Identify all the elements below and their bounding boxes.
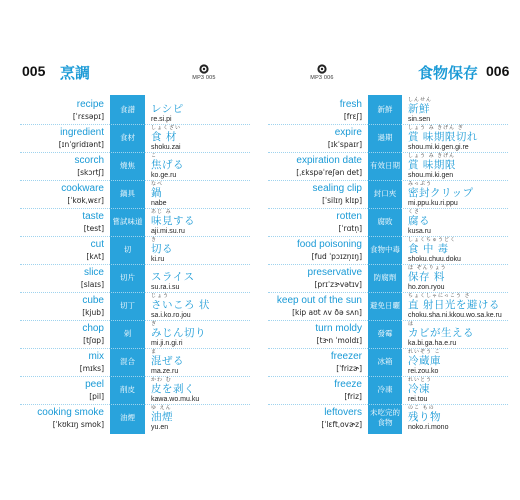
english-entry xyxy=(297,239,362,262)
chinese-meaning: 發霉 xyxy=(377,329,393,338)
furigana: しょくざい xyxy=(151,125,182,131)
english-entry xyxy=(336,211,362,234)
romaji: ho.zon.ryou xyxy=(408,284,445,291)
english-entry xyxy=(331,351,362,374)
japanese-entry xyxy=(408,349,441,377)
japanese-word: レシピ xyxy=(151,103,184,115)
english-word: food poisoning xyxy=(296,239,362,250)
furigana: き xyxy=(151,237,158,243)
furigana: ま xyxy=(151,349,158,355)
japanese-word: 新鮮 xyxy=(408,103,430,115)
english-word: preservative xyxy=(307,267,362,278)
japanese-word: 冷凍 xyxy=(408,383,430,395)
chinese-meaning: 過期 xyxy=(377,133,393,142)
english-entry xyxy=(61,183,104,206)
romaji: sa.i.ko.ro.jou xyxy=(151,312,191,319)
english-word: freeze xyxy=(334,379,362,390)
phonetic: [pil] xyxy=(89,392,104,401)
furigana: かわ む xyxy=(151,377,172,383)
japanese-word: 保存 料 xyxy=(408,271,445,283)
phonetic: [ˈrɛsəpɪ] xyxy=(72,112,104,121)
english-entry xyxy=(340,99,362,122)
romaji: su.ra.i.su xyxy=(151,284,180,291)
section-title: 食物保存 xyxy=(418,64,479,82)
romaji: rei.zou.ko xyxy=(408,368,439,375)
vocab-row xyxy=(0,404,260,436)
english-word: scorch xyxy=(74,155,104,166)
romaji: ki.ru xyxy=(151,256,165,263)
english-entry xyxy=(82,211,104,234)
japanese-entry xyxy=(151,181,167,209)
english-entry xyxy=(328,127,362,150)
japanese-entry xyxy=(408,97,432,125)
audio-disc-icon xyxy=(199,64,209,74)
japanese-entry xyxy=(408,405,448,433)
english-word: fresh xyxy=(339,99,362,110)
english-entry xyxy=(82,295,104,318)
phonetic: [ˈkʊkˌwɛr] xyxy=(67,196,104,205)
japanese-entry xyxy=(151,321,206,349)
english-entry xyxy=(308,267,362,290)
english-word: rotten xyxy=(336,211,362,222)
phonetic: [ˌɛkspəˈreʃən det] xyxy=(296,168,362,177)
japanese-word: 残り物 xyxy=(408,411,441,423)
english-word: chop xyxy=(82,323,104,334)
chinese-meaning: 防腐劑 xyxy=(373,273,397,282)
english-entry xyxy=(37,407,104,430)
romaji: nabe xyxy=(151,200,167,207)
japanese-entry xyxy=(408,265,447,293)
chinese-meaning: 新鮮 xyxy=(377,105,393,114)
japanese-entry xyxy=(408,125,478,153)
chinese-meaning: 切丁 xyxy=(120,301,135,310)
chinese-meaning: 腐敗 xyxy=(377,217,393,226)
phonetic: [kjub] xyxy=(82,308,104,317)
japanese-entry xyxy=(151,237,173,265)
romaji: rei.tou xyxy=(408,396,428,403)
chinese-meaning: 嘗試味道 xyxy=(112,217,143,226)
english-entry xyxy=(321,407,362,430)
english-entry xyxy=(59,127,104,150)
furigana: こ xyxy=(151,153,158,159)
english-word: cut xyxy=(90,239,104,250)
japanese-word: さいころ 状 xyxy=(151,299,210,311)
section-number: 006 xyxy=(486,63,510,79)
japanese-entry xyxy=(408,209,431,237)
phonetic: [skɔrtʃ] xyxy=(77,168,104,177)
japanese-word: 鍋 xyxy=(151,187,162,199)
phonetic: [slaɪs] xyxy=(80,280,104,289)
chinese-meaning: 食材 xyxy=(120,133,135,142)
furigana: みっぷう xyxy=(408,181,433,187)
phonetic: [kip aʊt ʌv ðə sʌn] xyxy=(292,308,362,317)
phonetic: [frɛʃ] xyxy=(343,112,362,121)
audio-disc-icon xyxy=(317,64,327,74)
english-entry xyxy=(81,267,104,290)
romaji: noko.ri.mono xyxy=(408,424,449,431)
japanese-entry xyxy=(408,377,432,405)
section-title: 烹調 xyxy=(60,64,91,82)
furigana: くさ xyxy=(408,209,421,215)
romaji: shou.mi.ki.gen.gi.re xyxy=(408,144,469,151)
furigana: じょう xyxy=(151,293,170,299)
english-entry xyxy=(296,155,362,178)
romaji: shou.mi.ki.gen xyxy=(408,172,454,179)
furigana: あじ み xyxy=(151,209,172,215)
phonetic: [fud ˈpɔɪzn̩ɪŋ] xyxy=(311,252,362,261)
japanese-entry xyxy=(151,265,195,293)
english-word: ingredient xyxy=(60,127,104,138)
english-entry xyxy=(334,379,362,402)
furigana: のこ もの xyxy=(408,405,435,411)
phonetic: [test] xyxy=(83,224,104,233)
furigana: なべ xyxy=(151,181,164,187)
japanese-word: 腐る xyxy=(408,215,430,227)
phonetic: [ˈfrizɚ] xyxy=(336,364,362,373)
chinese-meaning: 避免日曬 xyxy=(370,301,400,310)
phonetic: [ˈlɛftˌovɚz] xyxy=(321,420,362,429)
romaji: yu.en xyxy=(151,424,169,431)
japanese-word: 味見する xyxy=(151,215,195,227)
phonetic: [tʃɑp] xyxy=(83,336,104,345)
japanese-word: 切る xyxy=(151,243,173,255)
romaji: mi.ji.n.gi.ri xyxy=(151,340,183,347)
chinese-meaning: 削皮 xyxy=(120,385,135,394)
japanese-word: カビが生える xyxy=(408,327,474,339)
chinese-meaning: 食物中毒 xyxy=(370,245,400,254)
furigana: しょくちゅうどく xyxy=(408,237,457,243)
furigana: しんせん xyxy=(408,97,433,103)
japanese-word: みじん切り xyxy=(151,327,206,339)
japanese-entry xyxy=(408,237,461,265)
chinese-meaning: 油煙 xyxy=(120,413,135,422)
romaji: kawa.wo.mu.ku xyxy=(151,396,200,403)
right-page xyxy=(260,0,520,500)
phonetic: [kʌt] xyxy=(86,252,104,261)
english-word: peel xyxy=(85,379,104,390)
english-word: leftovers xyxy=(324,407,362,418)
chinese-meaning: 混合 xyxy=(120,357,135,366)
english-entry xyxy=(315,323,362,346)
vocab-row xyxy=(260,404,520,436)
japanese-word: 密封クリップ xyxy=(408,187,474,199)
phonetic: [prɪˈzɝvətɪv] xyxy=(314,280,362,289)
japanese-word: 賞 味期限切れ xyxy=(408,131,478,143)
japanese-entry xyxy=(151,349,184,377)
romaji: aji.mi.su.ru xyxy=(151,228,185,235)
chinese-meaning: 剁 xyxy=(123,329,132,338)
furigana: しょう み きげん ぎ xyxy=(408,125,464,131)
romaji: ko.ge.ru xyxy=(151,172,177,179)
phonetic: [ˈsilɪŋ klɪp] xyxy=(322,196,362,205)
chinese-meaning: 封口夾 xyxy=(373,189,397,198)
mp3-badge[interactable] xyxy=(184,64,224,81)
japanese-entry xyxy=(151,377,199,405)
english-word: cooking smoke xyxy=(37,407,104,418)
japanese-entry xyxy=(151,209,195,237)
romaji: re.si.pi xyxy=(151,116,172,123)
phonetic: [ˈkʊkɪŋ smok] xyxy=(52,420,104,429)
english-word: expire xyxy=(334,127,362,138)
english-word: expiration date xyxy=(296,155,362,166)
japanese-word: 焦げる xyxy=(151,159,184,171)
japanese-entry xyxy=(408,321,474,349)
english-word: cookware xyxy=(61,183,104,194)
romaji: ka.bi.ga.ha.e.ru xyxy=(408,340,457,347)
mp3-label: MP3 005 xyxy=(192,75,216,81)
japanese-entry xyxy=(151,125,181,153)
chinese-meaning: 食譜 xyxy=(120,105,135,114)
romaji: kusa.ru xyxy=(408,228,431,235)
chinese-meaning: 燒焦 xyxy=(120,161,135,170)
english-entry xyxy=(73,99,104,122)
chinese-meaning: 切片 xyxy=(120,273,135,282)
phonetic: [mɪks] xyxy=(79,364,104,373)
romaji: sin.sen xyxy=(408,116,431,123)
japanese-word: 冷蔵庫 xyxy=(408,355,441,367)
english-entry xyxy=(85,379,104,402)
japanese-word: 食 中 毒 xyxy=(408,243,449,255)
japanese-word: 直 射日光を避ける xyxy=(408,299,500,311)
furigana: れいぞう こ xyxy=(408,349,441,355)
japanese-entry xyxy=(151,293,210,321)
mp3-badge[interactable] xyxy=(302,64,342,81)
japanese-word: 皮を剥く xyxy=(151,383,195,395)
english-word: sealing clip xyxy=(312,183,362,194)
chinese-meaning: 冷凍 xyxy=(377,385,393,394)
phonetic: [friz] xyxy=(344,392,362,401)
english-word: turn moldy xyxy=(315,323,362,334)
romaji: choku.sha.ni.kkou.wo.sa.ke.ru xyxy=(408,312,502,319)
japanese-word: 食 材 xyxy=(151,131,177,143)
romaji: ma.ze.ru xyxy=(151,368,179,375)
japanese-entry xyxy=(151,97,184,125)
chinese-meaning: 冰箱 xyxy=(377,357,393,366)
english-entry xyxy=(86,239,104,262)
furigana: ちょくしゃにっこう さ xyxy=(408,293,471,299)
romaji: mi.ppu.ku.ri.ppu xyxy=(408,200,458,207)
chinese-meaning: 未吃完的食物 xyxy=(370,408,400,427)
section-number: 005 xyxy=(22,63,46,79)
japanese-word: 賞 味期限 xyxy=(408,159,456,171)
english-word: freezer xyxy=(330,351,362,362)
english-word: mix xyxy=(88,351,104,362)
furigana: ゆ えん xyxy=(151,405,172,411)
mp3-label: MP3 006 xyxy=(310,75,334,81)
furigana: ほ ぞんりょう xyxy=(408,265,447,271)
japanese-entry xyxy=(408,153,456,181)
furigana: は xyxy=(408,321,415,327)
furigana: ぎ xyxy=(151,321,158,327)
japanese-entry xyxy=(151,153,184,181)
romaji: shoku.zai xyxy=(151,144,181,151)
furigana: れいとう xyxy=(408,377,433,383)
english-entry xyxy=(75,155,104,178)
english-entry xyxy=(82,323,104,346)
japanese-entry xyxy=(408,293,502,321)
phonetic: [ɪnˈgridɪənt] xyxy=(58,140,104,149)
english-word: keep out of the sun xyxy=(276,295,362,306)
english-word: slice xyxy=(83,267,104,278)
japanese-entry xyxy=(151,405,173,433)
english-word: taste xyxy=(82,211,104,222)
japanese-word: 油煙 xyxy=(151,411,173,423)
english-word: cube xyxy=(82,295,104,306)
chinese-meaning: 有效日期 xyxy=(370,161,400,170)
japanese-word: スライス xyxy=(151,271,195,283)
furigana: しょう み きげん xyxy=(408,153,456,159)
japanese-entry xyxy=(408,181,474,209)
chinese-meaning: 切 xyxy=(123,245,132,254)
romaji: shoku.chuu.doku xyxy=(408,256,461,263)
english-entry xyxy=(80,351,104,374)
english-entry xyxy=(277,295,362,318)
phonetic: [ɪkˈspaɪr] xyxy=(327,140,362,149)
phonetic: [ˈrɑtn̩] xyxy=(338,224,362,233)
chinese-meaning: 鍋具 xyxy=(120,189,135,198)
english-word: recipe xyxy=(76,99,104,110)
phonetic: [tɝn ˈmoldɪ] xyxy=(316,336,362,345)
english-entry xyxy=(313,183,362,206)
japanese-word: 混ぜる xyxy=(151,355,184,367)
